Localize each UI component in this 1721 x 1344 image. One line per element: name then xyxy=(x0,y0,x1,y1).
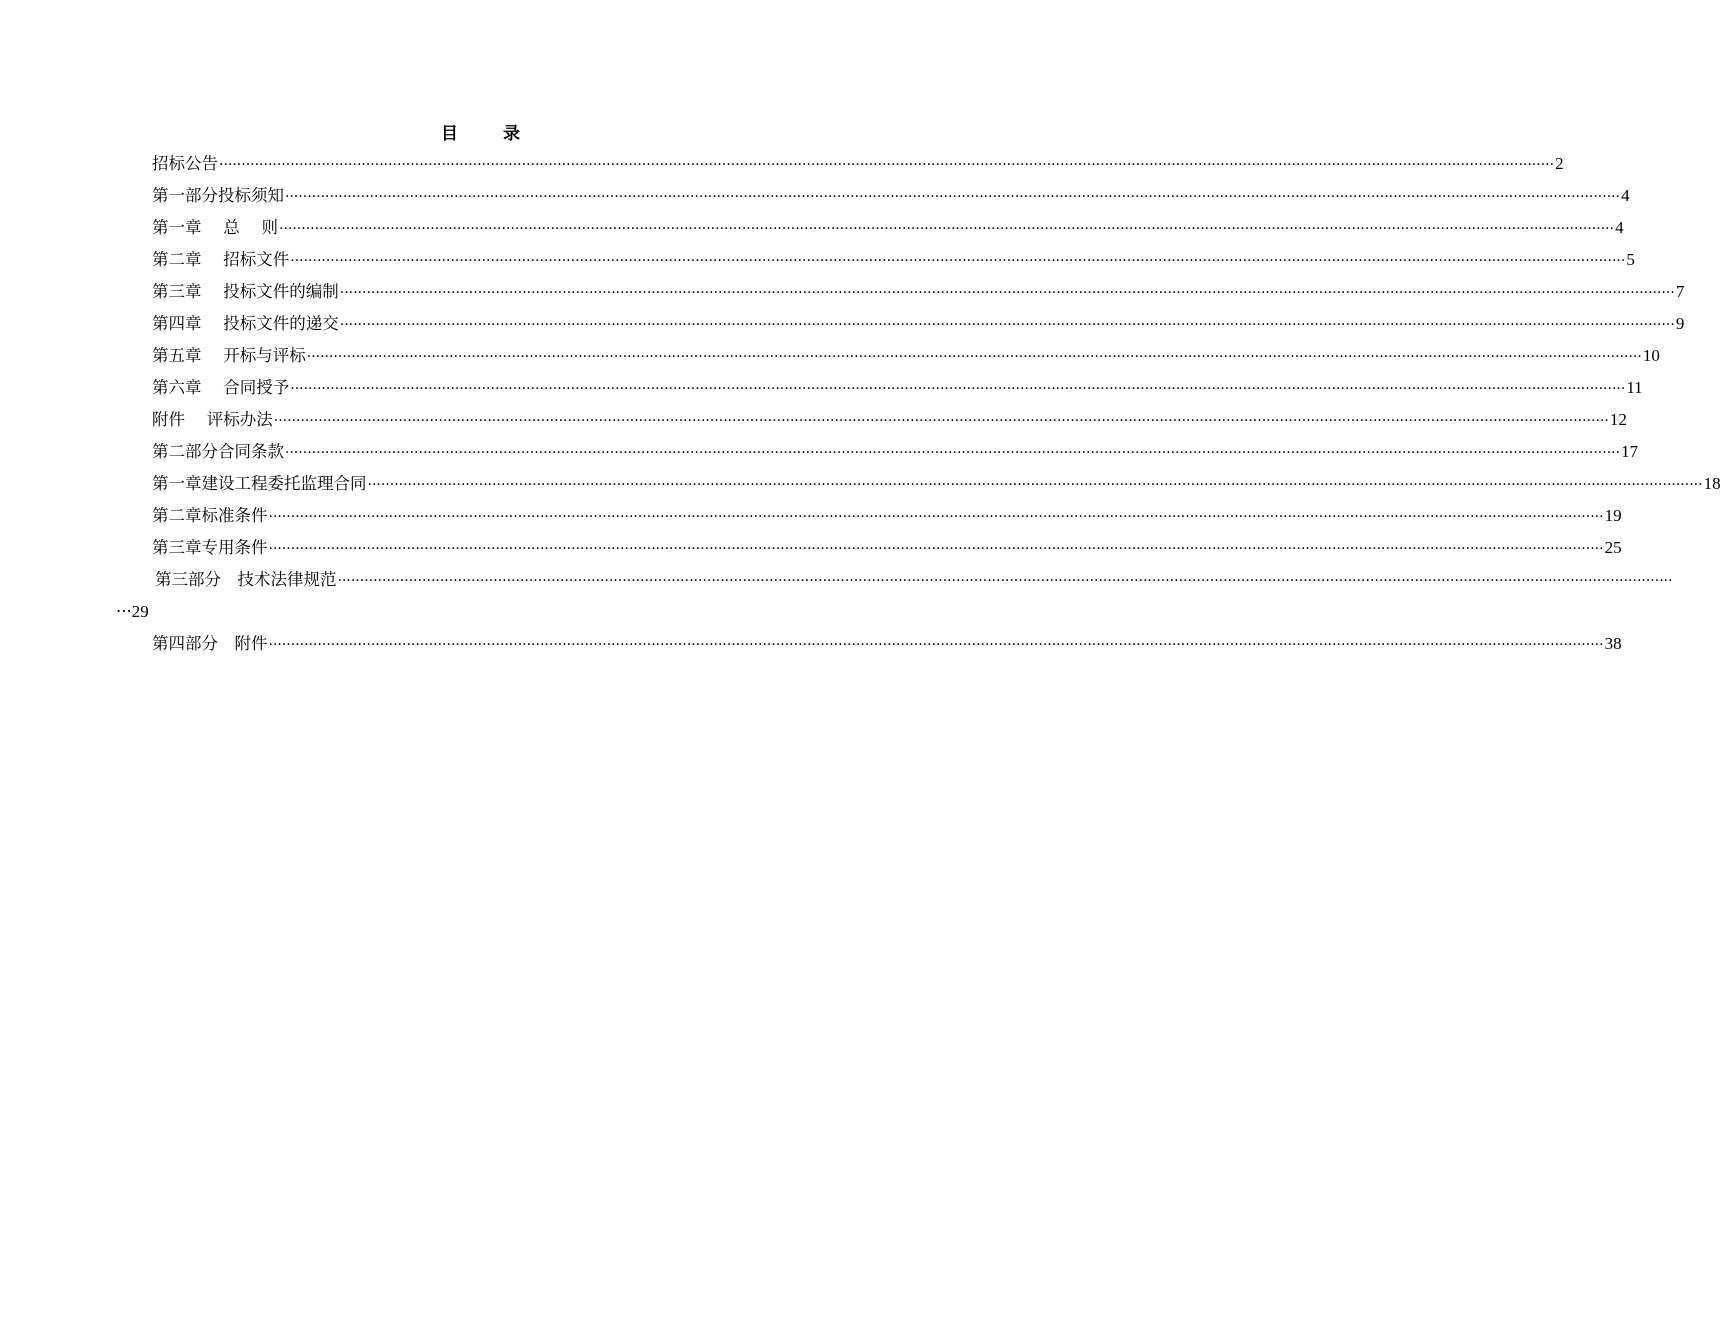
page-title: 目 录 xyxy=(441,124,534,144)
toc-leader-dots: ············································································································································································································································································································ xyxy=(339,317,1675,333)
toc-leader-dots: ············································································································································································································································································································ xyxy=(306,349,1642,365)
toc-entry-label: 第二章 招标文件 xyxy=(152,250,290,269)
toc-entry-page: 9 xyxy=(1675,314,1685,333)
toc-entry-page: 4 xyxy=(1621,186,1630,205)
toc-leader-dots: ············································································································································································································································································································ xyxy=(290,253,1626,269)
toc-entry[interactable] xyxy=(152,280,1685,304)
toc-entry-page: 19 xyxy=(1604,506,1622,525)
toc-entry-wrapped[interactable] xyxy=(155,568,1673,592)
toc-entry-page: 7 xyxy=(1675,282,1685,301)
toc-entry-label: 第四部分 附件 xyxy=(152,634,268,653)
toc-entry-page: 11 xyxy=(1626,378,1643,397)
toc-leader-dots: ············································································································································································································································································································ xyxy=(290,381,1626,397)
toc-entry-label: 第一章建设工程委托监理合同 xyxy=(152,474,367,493)
toc-leader-dots: ············································································································································································································································································································ xyxy=(268,637,1604,653)
toc-entry-label: 第一部分投标须知 xyxy=(152,186,284,205)
toc-entry-label: 第五章 开标与评标 xyxy=(152,346,306,365)
toc-entry-page: 12 xyxy=(1609,410,1627,429)
toc-entry[interactable] xyxy=(152,344,1660,368)
toc-entry[interactable] xyxy=(152,312,1685,336)
toc-entry-page: 38 xyxy=(1604,634,1622,653)
toc-entry-label: 第三章 投标文件的编制 xyxy=(152,282,339,301)
toc-entry-page: 2 xyxy=(1555,154,1564,173)
toc-leader-dots: ············································································································································································································································································································ xyxy=(219,157,1555,173)
toc-entry[interactable] xyxy=(152,216,1624,240)
toc-entry-page: 29 xyxy=(131,602,149,621)
toc-leader-dots: ············································································································································································································································································································ xyxy=(337,573,1673,589)
toc-entry-label: 招标公告 xyxy=(152,154,218,173)
toc-entry[interactable] xyxy=(152,632,1622,656)
toc-entry-page: 4 xyxy=(1615,218,1624,237)
toc-entry-label: 第六章 合同授予 xyxy=(152,378,290,397)
toc-entry-label: 附件 评标办法 xyxy=(152,410,273,429)
toc-entry[interactable] xyxy=(152,152,1564,176)
toc-leader-dots: ··· xyxy=(116,602,132,621)
toc-entry[interactable] xyxy=(152,184,1630,208)
toc-entry[interactable] xyxy=(152,248,1635,272)
toc-leader-dots: ············································································································································································································································································································ xyxy=(268,541,1604,557)
toc-entry-wrapped-continuation[interactable] xyxy=(116,600,149,624)
toc-entry[interactable] xyxy=(152,376,1643,400)
toc-leader-dots: ············································································································································································································································································································ xyxy=(268,509,1604,525)
toc-entry-label: 第一章 总 则 xyxy=(152,218,278,237)
toc-entry[interactable] xyxy=(152,408,1627,432)
toc-entry-page: 5 xyxy=(1626,250,1635,269)
toc-leader-dots: ············································································································································································································································································································ xyxy=(273,413,1609,429)
toc-entry[interactable] xyxy=(152,504,1622,528)
toc-leader-dots: ············································································································································································································································································································ xyxy=(367,477,1703,493)
toc-leader-dots: ············································································································································································································································································································ xyxy=(279,221,1615,237)
toc-entry[interactable] xyxy=(152,472,1721,496)
toc-entry-label: 第二章标准条件 xyxy=(152,506,268,525)
toc-leader-dots: ············································································································································································································································································································ xyxy=(339,285,1675,301)
toc-entry-label: 第三部分 技术法律规范 xyxy=(155,570,337,589)
toc-entry-label: 第四章 投标文件的递交 xyxy=(152,314,339,333)
toc-entry[interactable] xyxy=(152,536,1622,560)
toc-entry-label: 第三章专用条件 xyxy=(152,538,268,557)
toc-entry-page: 18 xyxy=(1703,474,1721,493)
toc-entry[interactable] xyxy=(152,440,1639,464)
toc-entry-page: 10 xyxy=(1642,346,1660,365)
toc-entry-page: 17 xyxy=(1621,442,1639,461)
toc-leader-dots: ············································································································································································································································································································ xyxy=(285,189,1621,205)
toc-entry-page: 25 xyxy=(1604,538,1622,557)
toc-leader-dots: ············································································································································································································································································································ xyxy=(285,445,1621,461)
toc-entry-label: 第二部分合同条款 xyxy=(152,442,284,461)
